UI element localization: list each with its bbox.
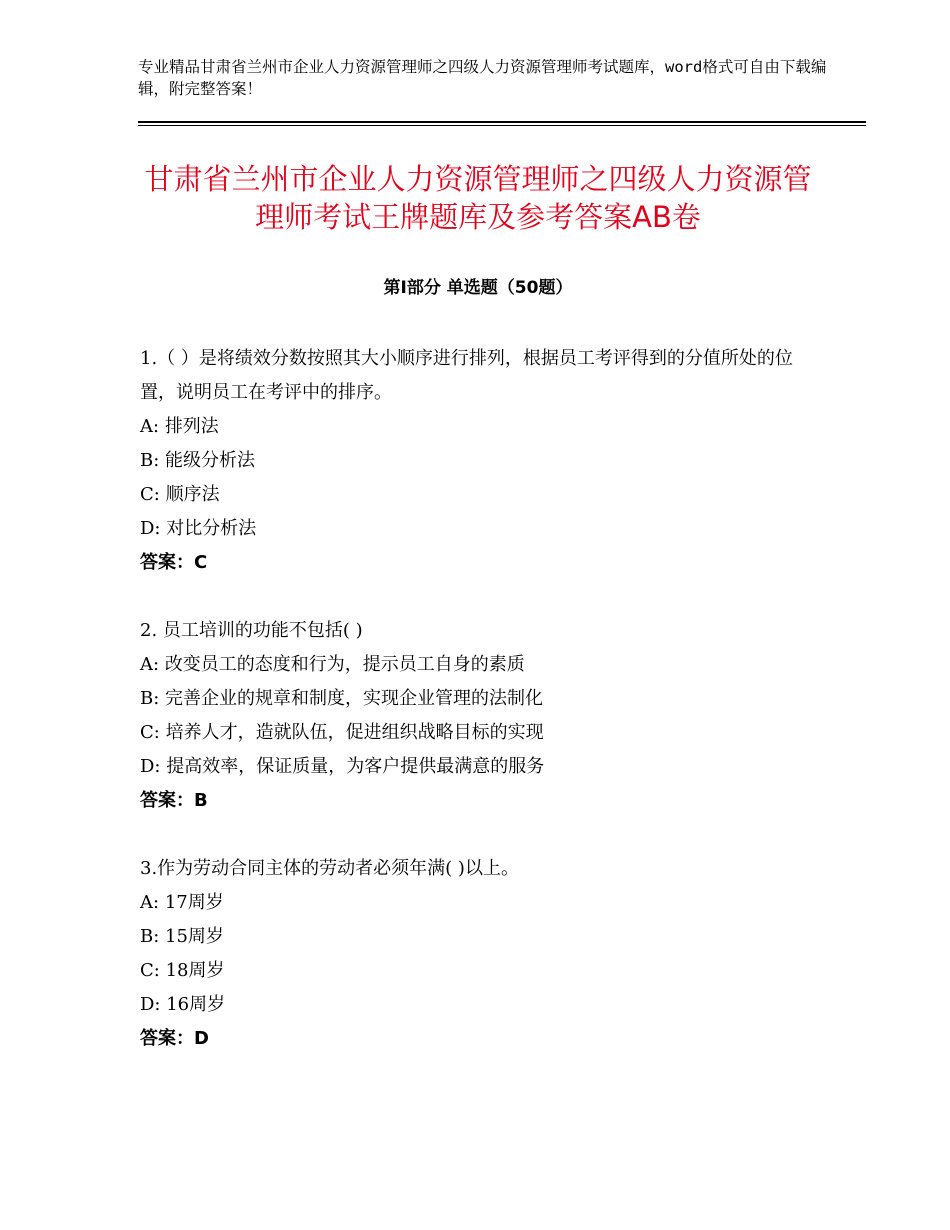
answer-line xyxy=(140,1022,820,1056)
option-text: 顺序法 xyxy=(165,484,220,505)
option-letter: A: xyxy=(140,892,160,913)
answer-line xyxy=(140,784,820,818)
option-text: 培养人才，造就队伍，促进组织战略目标的实现 xyxy=(165,722,544,743)
option-a xyxy=(140,886,820,920)
option-text: 对比分析法 xyxy=(166,518,257,539)
option-d xyxy=(140,512,820,546)
header-rule-thin xyxy=(138,125,866,126)
option-text: 能级分析法 xyxy=(165,450,256,471)
answer-value: C xyxy=(194,552,208,573)
option-letter: A: xyxy=(140,654,160,675)
option-text: 18周岁 xyxy=(165,960,225,981)
option-b xyxy=(140,920,820,954)
option-c xyxy=(140,716,820,750)
question-3 xyxy=(140,852,820,1056)
option-b xyxy=(140,682,820,716)
option-a xyxy=(140,410,820,444)
option-letter: C: xyxy=(140,484,160,505)
question-stem: 2. 员工培训的功能不包括( ) xyxy=(140,620,363,641)
option-letter: B: xyxy=(140,688,160,709)
option-text: 提高效率，保证质量，为客户提供最满意的服务 xyxy=(166,756,545,777)
option-c xyxy=(140,954,820,988)
answer-label: 答案： xyxy=(140,552,194,573)
option-text: 17周岁 xyxy=(164,892,224,913)
option-b xyxy=(140,444,820,478)
option-letter: D: xyxy=(140,518,161,539)
option-letter: D: xyxy=(140,994,161,1015)
answer-label: 答案： xyxy=(140,790,194,811)
option-d xyxy=(140,750,820,784)
option-text: 完善企业的规章和制度，实现企业管理的法制化 xyxy=(165,688,544,709)
option-letter: C: xyxy=(140,722,160,743)
option-text: 16周岁 xyxy=(166,994,226,1015)
answer-value: D xyxy=(194,1028,209,1049)
question-list xyxy=(140,342,820,1090)
question-1 xyxy=(140,342,820,580)
question-2 xyxy=(140,614,820,818)
answer-label: 答案： xyxy=(140,1028,194,1049)
answer-line xyxy=(140,546,820,580)
option-text: 排列法 xyxy=(164,416,219,437)
option-letter: D: xyxy=(140,756,161,777)
option-d xyxy=(140,988,820,1022)
option-text: 改变员工的态度和行为，提示员工自身的素质 xyxy=(164,654,525,675)
header-note: 专业精品甘肃省兰州市企业人力资源管理师之四级人力资源管理师考试题库，word格式可自由下载编辑，附完整答案！ xyxy=(138,58,827,98)
answer-value: B xyxy=(194,790,208,811)
question-stem: 3.作为劳动合同主体的劳动者必须年满( )以上。 xyxy=(140,858,519,879)
option-letter: C: xyxy=(140,960,160,981)
option-letter: B: xyxy=(140,926,160,947)
document-title: 甘肃省兰州市企业人力资源管理师之四级人力资源管理师考试王牌题库及参考答案AB卷 xyxy=(144,162,812,234)
option-text: 15周岁 xyxy=(165,926,224,947)
header-rule-thick xyxy=(138,121,866,123)
option-letter: B: xyxy=(140,450,160,471)
option-letter: A: xyxy=(140,416,160,437)
section-heading: 第Ⅰ部分 单选题（50题） xyxy=(383,278,573,298)
option-a xyxy=(140,648,820,682)
question-stem: 1.（ ）是将绩效分数按照其大小顺序进行排列，根据员工考评得到的分值所处的位置，说明员工在考评中的排序。 xyxy=(140,348,793,403)
option-c xyxy=(140,478,820,512)
